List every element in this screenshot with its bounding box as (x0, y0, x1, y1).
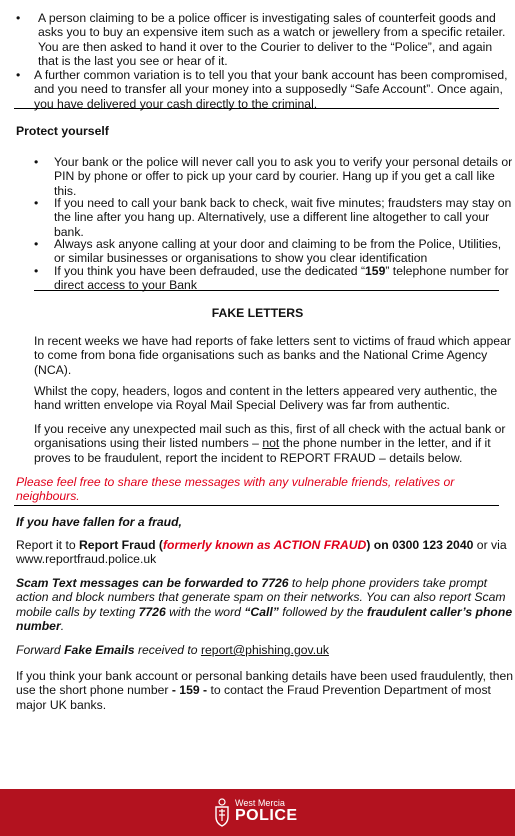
bullet-icon: • (34, 196, 39, 210)
police-crest-icon (213, 797, 231, 829)
report-fraud-paragraph: Report it to Report Fraud (formerly known as ACTION FRAUD) on 0300 123 2040 or via www.reportfraud.police.uk (16, 538, 507, 567)
bank-details-paragraph: If you think your bank account or personal banking details have been used fraudulently, then use the short phone number - 159 - to contact the Fraud Prevention Department of most major UK banks. (16, 669, 514, 712)
bullet-icon: • (16, 11, 21, 25)
short-number-159: - 159 - (171, 683, 208, 698)
report-fraud-link[interactable]: www.reportfraud.police.uk (16, 552, 157, 567)
fallen-heading: If you have fallen for a fraud, (16, 515, 182, 529)
logo-line2: POLICE (235, 807, 298, 824)
logo-line1: West Mercia (235, 798, 285, 808)
bullet-icon: • (34, 264, 39, 278)
fake-letters-p2: Whilst the copy, headers, logos and content in the letters appeared very authentic, the hand written envelope via Royal Mail Special Delivery was far from authentic. (34, 384, 498, 413)
scam-text-paragraph: Scam Text messages can be forwarded to 7726 to help phone providers take prompt action and block numbers that generate spam on their networks. You can also report Scam mobile calls by texting 7726 with the word “Call” followed by the fraudulent caller’s phone number. (16, 576, 513, 633)
bullet-icon: • (34, 155, 39, 169)
section-divider (14, 108, 499, 109)
bullet-icon: • (16, 68, 21, 82)
fake-letters-p1: In recent weeks we have had reports of fake letters sent to victims of fraud which appear to come from bona fide organisations such as banks and the National Crime Agency (NCA). (34, 334, 511, 377)
west-mercia-police-logo (213, 794, 303, 830)
protect-heading: Protect yourself (16, 124, 109, 138)
section-divider (14, 505, 499, 506)
share-message: Please feel free to share these messages with any vulnerable friends, relatives or neighbours. (16, 475, 455, 504)
fake-letters-heading: FAKE LETTERS (211, 306, 304, 320)
fake-emails-line: Forward Fake Emails received to report@phishing.gov.uk (16, 643, 329, 657)
section-divider (34, 290, 499, 291)
phishing-email-link[interactable]: report@phishing.gov.uk (200, 643, 329, 657)
fake-letters-p3: If you receive any unexpected mail such as this, first of all check with the actual bank or organisations using their listed numbers – not the phone number in the letter, and if it proves to be fraudulent, report the incident to REPORT FRAUD – details below. (34, 422, 506, 465)
footer-banner (0, 789, 515, 836)
bullet-icon: • (34, 237, 39, 251)
